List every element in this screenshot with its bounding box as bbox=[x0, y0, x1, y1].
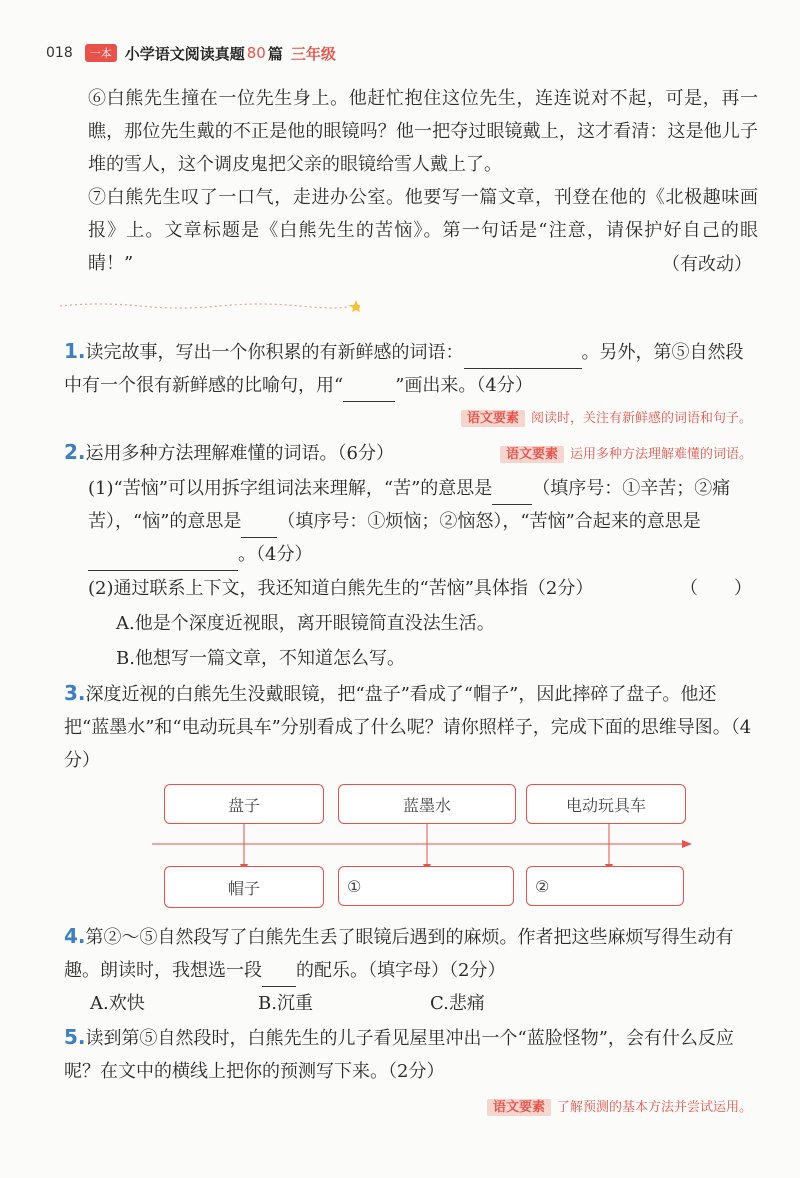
mindmap-answer-box-1[interactable]: ① bbox=[338, 866, 514, 906]
question-1-number: 1. bbox=[64, 339, 86, 363]
q4-option-a: A.欢快 bbox=[90, 993, 145, 1014]
page-number: 018 bbox=[46, 45, 73, 61]
mindmap-top-box-2: 蓝墨水 bbox=[338, 784, 516, 824]
q2-part1-text-b: （填序号：①辛苦；②痛苦），“恼”的意思是 bbox=[88, 478, 731, 532]
question-4-text-a: 第②～⑤自然段写了白熊先生丢了眼镜后遇到的麻烦。作者把这些麻烦写得生动有趣。朗读时，我想选一段 bbox=[64, 927, 734, 981]
question-5 bbox=[64, 1021, 754, 1088]
question-2-number: 2. bbox=[64, 440, 86, 464]
passage-paragraph-6: ⑥白熊先生撞在一位先生身上。他赶忙抱住这位先生，连连说对不起，可是，再一瞧，那位先生戴的不正是他的眼镜吗？他一把夺过眼镜戴上，这才看清：这是他儿子堆的雪人，这个调皮鬼把父亲的眼镜给雪人戴上了。 bbox=[88, 88, 758, 175]
q2-part1-text-c: （填序号：①烦恼；②恼怒），“苦恼”合起来的意思是 bbox=[277, 511, 701, 532]
book-title-number: 80 bbox=[246, 44, 266, 62]
q4-option-c: C.悲痛 bbox=[430, 993, 485, 1014]
book-title-unit: 篇 bbox=[267, 44, 283, 63]
mind-map bbox=[152, 778, 692, 913]
question-2 bbox=[64, 436, 444, 470]
skill-tag-5 bbox=[487, 1096, 752, 1115]
answer-blank-4[interactable] bbox=[262, 966, 296, 987]
question-3-text: 深度近视的白熊先生没戴眼镜，把“盘子”看成了“帽子”，因此摔碎了盘子。他还把“蓝墨水”和“电动玩具车”分别看成了什么呢？请你照样子，完成下面的思维导图。（4分） bbox=[64, 684, 752, 771]
question-3-number: 3. bbox=[64, 681, 86, 705]
answer-blank-2c[interactable] bbox=[88, 550, 238, 571]
mindmap-answer-box-2[interactable]: ② bbox=[526, 866, 684, 906]
question-3 bbox=[64, 677, 754, 777]
q2-part1-text-d: 。（4分） bbox=[238, 544, 313, 565]
answer-blank-1b[interactable] bbox=[343, 381, 395, 402]
answer-blank-1[interactable] bbox=[464, 348, 582, 369]
answer-paren-2[interactable]: （ ） bbox=[680, 578, 752, 599]
mindmap-bottom-box-1: 帽子 bbox=[164, 866, 324, 908]
q4-option-b: B.沉重 bbox=[258, 993, 313, 1014]
q2-part1-text-a: (1)“苦恼”可以用拆字组词法来理解，“苦”的意思是 bbox=[88, 478, 493, 499]
grade-label: 三年级 bbox=[290, 44, 336, 63]
mindmap-top-box-3: 电动玩具车 bbox=[526, 784, 686, 824]
skill-tag-1 bbox=[461, 407, 752, 426]
divider-decoration bbox=[60, 300, 360, 312]
question-2-part-2: (2)通过联系上下文，我还知道白熊先生的“苦恼”具体指（2分） bbox=[88, 578, 594, 599]
skill-tag-text: 了解预测的基本方法并尝试运用。 bbox=[556, 1100, 752, 1115]
skill-tag-label: 语文要素 bbox=[487, 1099, 551, 1116]
answer-blank-2a[interactable] bbox=[492, 484, 532, 505]
question-1-text-c: ”画出来。（4分） bbox=[395, 375, 533, 396]
question-5-text: 读到第⑤自然段时，白熊先生的儿子看见屋里冲出一个“蓝脸怪物”，会有什么反应呢？在文中的横线上把你的预测写下来。（2分） bbox=[64, 1028, 734, 1082]
skill-tag-2 bbox=[500, 443, 752, 462]
question-2-part-1 bbox=[88, 472, 756, 571]
question-4-text-b: 的配乐。（填字母）（2分） bbox=[296, 960, 506, 981]
adaptation-note: （有改动） bbox=[662, 254, 752, 275]
skill-tag-text: 阅读时，关注有新鲜感的词语和句子。 bbox=[530, 411, 752, 426]
skill-tag-label: 语文要素 bbox=[461, 410, 525, 427]
question-1-text-a: 读完故事，写出一个你积累的有新鲜感的词语： bbox=[85, 342, 464, 363]
q2-option-b: B.他想写一篇文章，不知道怎么写。 bbox=[116, 648, 405, 669]
question-2-text: 运用多种方法理解难懂的词语。（6分） bbox=[85, 443, 394, 464]
star-icon bbox=[349, 300, 360, 312]
skill-tag-text: 运用多种方法理解难懂的词语。 bbox=[569, 447, 752, 462]
mindmap-top-box-1: 盘子 bbox=[164, 784, 324, 824]
question-5-number: 5. bbox=[64, 1025, 86, 1049]
question-4 bbox=[64, 920, 754, 987]
question-1-text-b: 。另外，第⑤自然段中有一个很有新鲜感的比喻句，用“ bbox=[64, 342, 744, 396]
question-4-number: 4. bbox=[64, 924, 86, 948]
book-title: 小学语文阅读真题 bbox=[124, 44, 245, 63]
q2-option-a: A.他是个深度近视眼，离开眼镜简直没法生活。 bbox=[116, 613, 495, 634]
book-badge: 一本 bbox=[85, 44, 117, 62]
page-header bbox=[46, 42, 336, 64]
passage-paragraph-7: ⑦白熊先生叹了一口气，走进办公室。他要写一篇文章，刊登在他的《北极趣味画报》上。文章标题是《白熊先生的苦恼》。第一句话是“注意，请保护好自己的眼睛！” bbox=[88, 187, 758, 274]
answer-blank-2b[interactable] bbox=[241, 517, 277, 538]
question-1 bbox=[64, 335, 754, 402]
skill-tag-label: 语文要素 bbox=[500, 446, 564, 463]
